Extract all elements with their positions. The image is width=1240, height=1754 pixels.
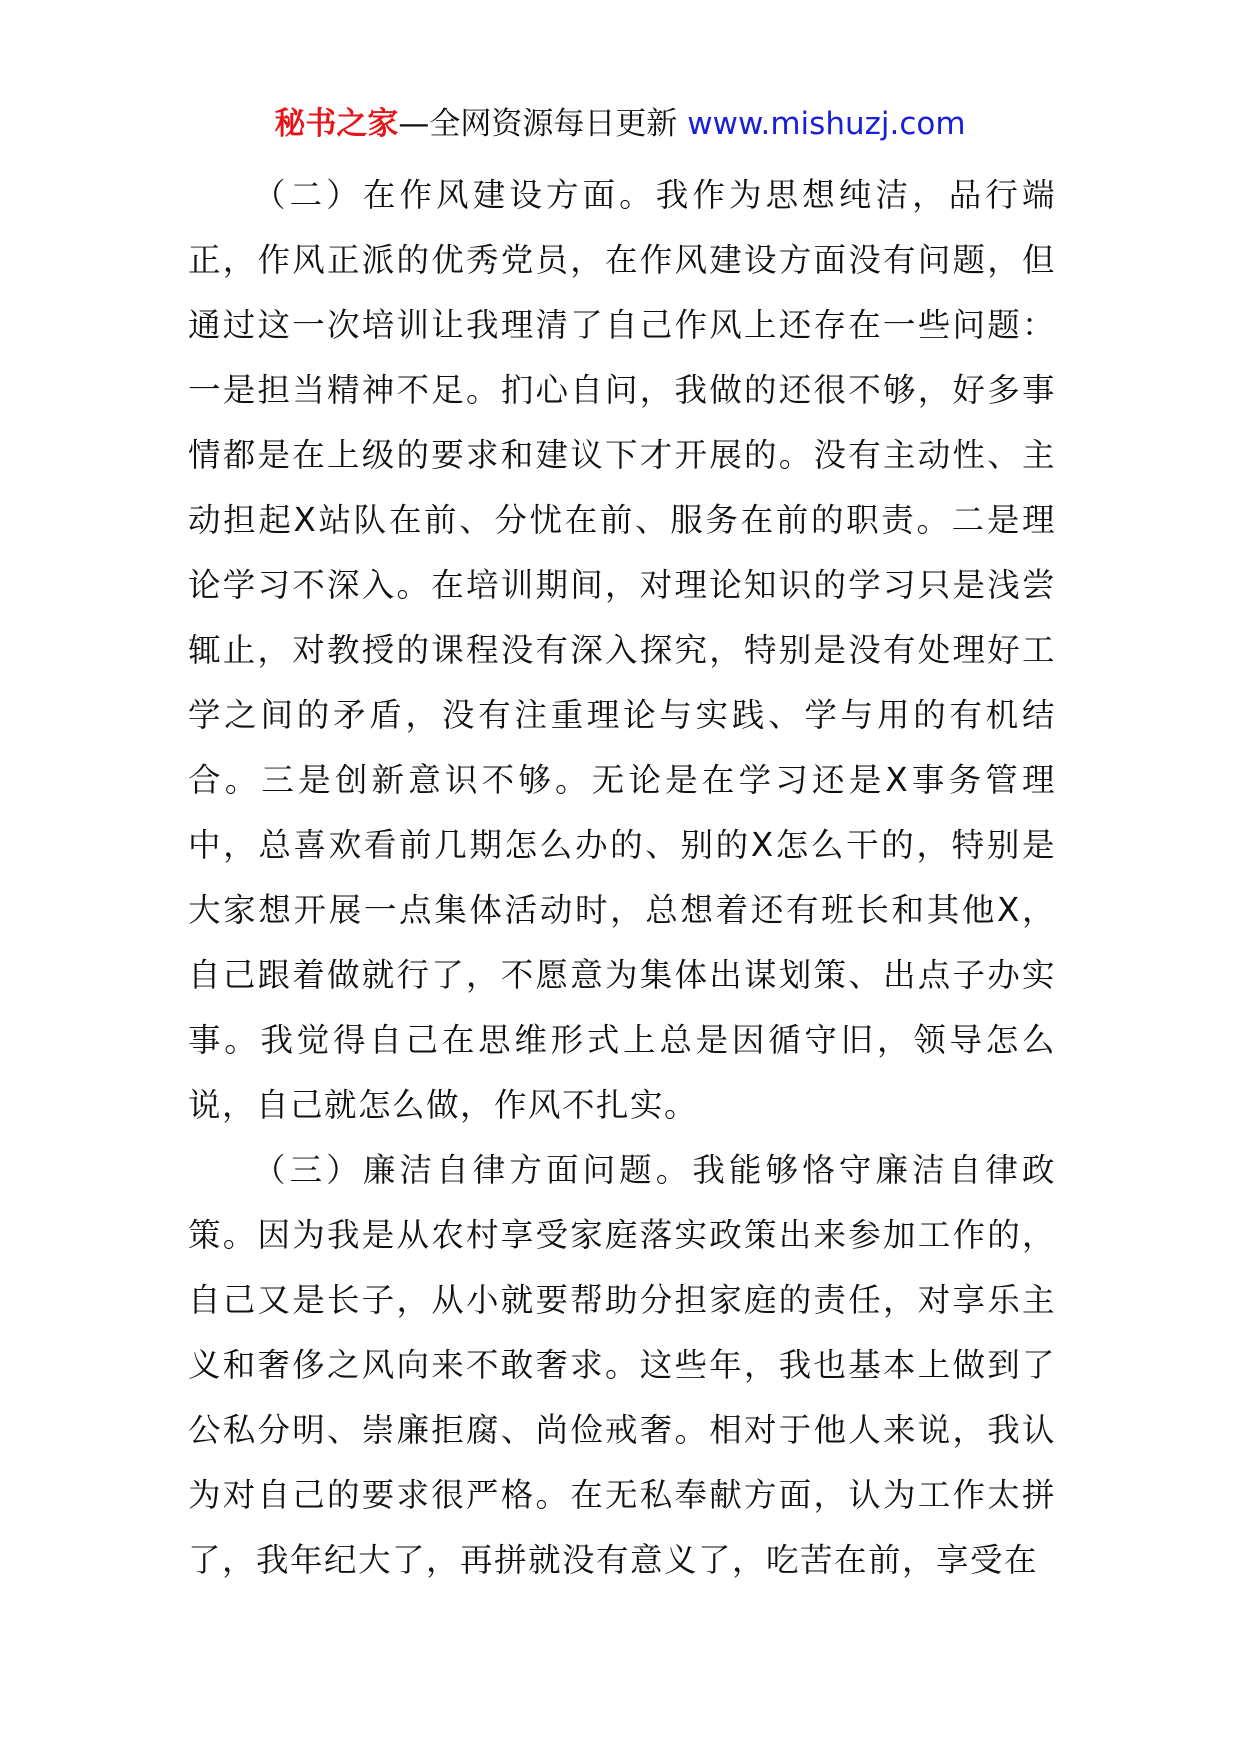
site-url-link[interactable]: www.mishuzj.com: [687, 106, 966, 142]
brand-name: 秘书之家: [274, 106, 399, 142]
paragraph-work-style: （二）在作风建设方面。我作为思想纯洁，品行端正，作风正派的优秀党员，在作风建设方面没有问题，但通过这一次培训让我理清了自己作风上还存在一些问题：一是担当精神不足。扪心自问，我做的还很不够，好多事情都是在上级的要求和建议下才开展的。没有主动性、主动担起X站队在前、分忧在前、服务在前的职责。二是理论学习不深入。在培训期间，对理论知识的学习只是浅尝辄止，对教授的课程没有深入探究，特别是没有处理好工学之间的矛盾，没有注重理论与实践、学与用的有机结合。三是创新意识不够。无论是在学习还是X事务管理中，总喜欢看前几期怎么办的、别的X怎么干的，特别是大家想开展一点集体活动时，总想着还有班长和其他X，自己跟着做就行了，不愿意为集体出谋划策、出点子办实事。我觉得自己在思维形式上总是因循守旧，领导怎么说，自己就怎么做，作风不扎实。: [188, 176, 1056, 1124]
paragraph-integrity: （三）廉洁自律方面问题。我能够恪守廉洁自律政策。因为我是从农村享受家庭落实政策出来参加工作的，自己又是长子，从小就要帮助分担家庭的责任，对享乐主义和奢侈之风向来不敢奢求。这些年，我也基本上做到了公私分明、崇廉拒腐、尚俭戒奢。相对于他人来说，我认为对自己的要求很严格。在无私奉献方面，认为工作太拼了，我年纪大了，再拼就没有意义了，吃苦在前，享受在: [188, 1151, 1056, 1579]
document-body: [188, 163, 1056, 1593]
header-tagline: —全网资源每日更新: [398, 106, 678, 142]
site-header: [0, 102, 1240, 146]
